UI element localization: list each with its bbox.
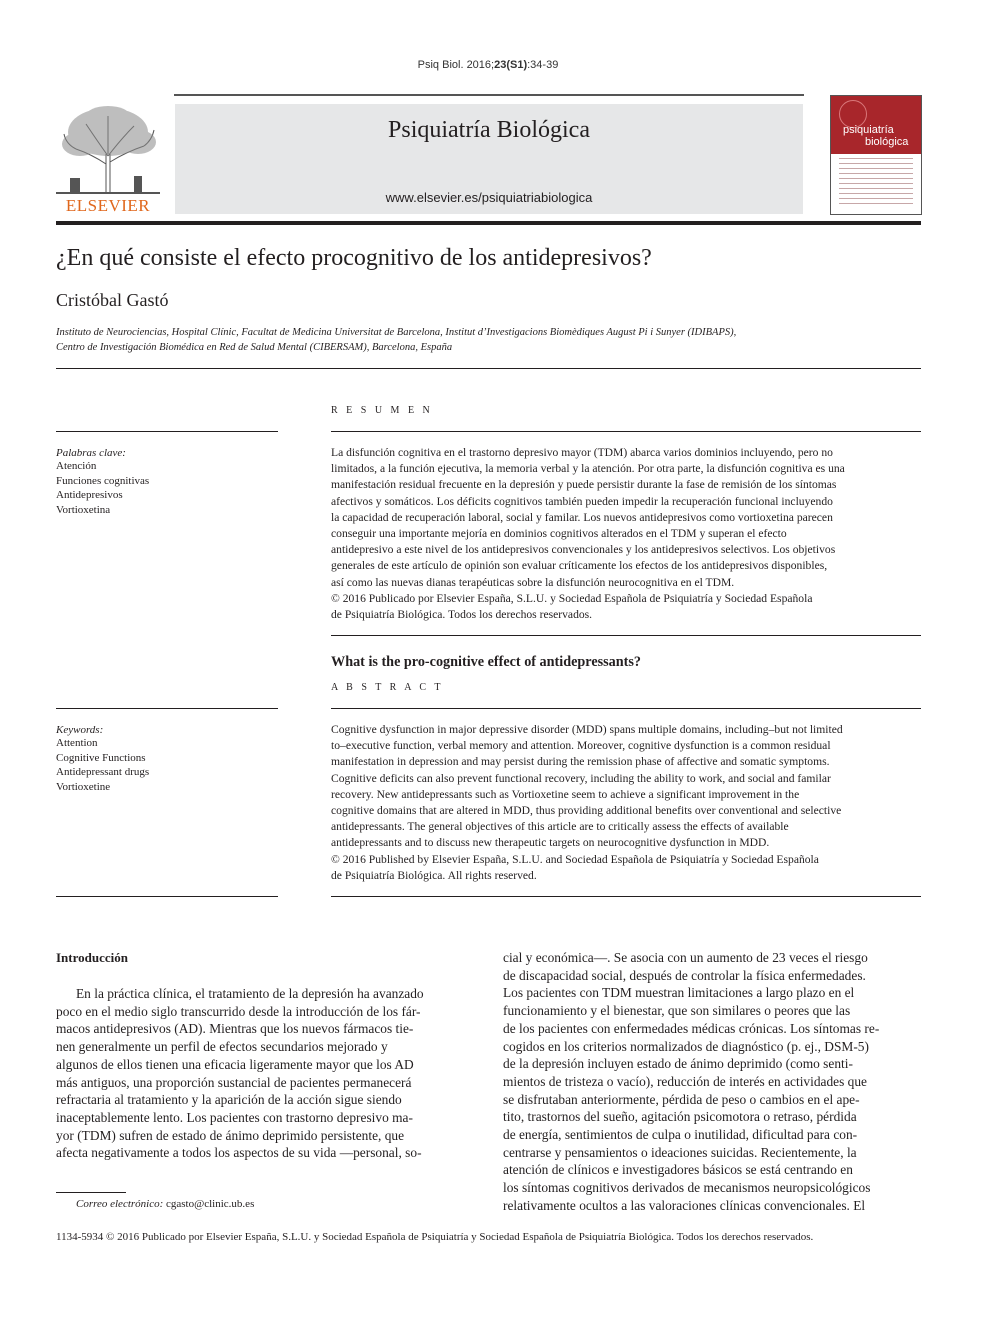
footnote-label: Correo electrónico:: [76, 1198, 164, 1210]
body-line: relativamente ocultos a las valoraciones clínicas convencionales. El: [503, 1197, 866, 1213]
abstract-top-rule: [331, 708, 921, 709]
body-line: de la depresión incluyen estado de ánimo deprimido (como senti-: [503, 1056, 853, 1072]
body-line: algunos de ellos tienen una eficacia ligeramente mayor que los AD: [56, 1056, 414, 1072]
intro-right-column: [503, 949, 921, 1215]
english-title: What is the pro-cognitive effect of antidepressants?: [331, 654, 641, 670]
resumen-label: R E S U M E N: [331, 405, 433, 416]
cover-header-block: [831, 96, 921, 154]
elsevier-tree-icon: [56, 104, 160, 196]
abstract-line: to–executive function, verbal memory and attention. Moreover, cognitive dysfunction is a common residual: [331, 739, 831, 753]
elsevier-wordmark: ELSEVIER: [65, 196, 151, 215]
affiliation-line: Instituto de Neurociencias, Hospital Clínic, Facultat de Medicina Universitat de Barcelona, Institut d’Investigacions Biomèdiques August Pi i Sunyer (IDIBAPS),: [56, 327, 737, 338]
journal-citation: [0, 59, 976, 71]
body-line: de los pacientes con enfermedades médicas crónicas. Los síntomas re-: [503, 1020, 880, 1036]
issn-copyright-line: 1134-5934 © 2016 Publicado por Elsevier España, S.L.U. y Sociedad Española de Psiquiatría y Sociedad Española de Psiquiatría Biológica. Todos los derechos reservados.: [56, 1231, 814, 1243]
abstract-copyright: de Psiquiatría Biológica. All rights reserved.: [331, 868, 537, 882]
body-line: se disfrutaban anteriormente, pérdida de peso o cambios en el ape-: [503, 1091, 860, 1107]
body-line: de energía, sentimientos de culpa o inutilidad, dificultad para con-: [503, 1127, 858, 1143]
resumen-copyright: © 2016 Publicado por Elsevier España, S.L.U. y Sociedad Española de Psiquiatría y Sociedad Española: [331, 591, 813, 605]
resumen-line: conseguir una importante mejoría en dominios cognitivos alterados en el TDM y superan el efecto: [331, 527, 787, 541]
body-line: mientos de tristeza o vacío), reducción de interés en actividades que: [503, 1073, 868, 1089]
body-line: tito, trastornos del sueño, agitación psicomotora o retraso, pérdida: [503, 1109, 857, 1125]
cover-contents-lines: [839, 158, 913, 208]
body-line: cial y económica—. Se asocia con un aumento de 23 veces el riesgo: [503, 950, 868, 965]
keywords-top-rule: [56, 431, 278, 432]
keywords-bottom-rule: [56, 896, 278, 897]
elsevier-logo: [56, 104, 160, 214]
body-line: los síntomas cognitivos derivados de mecanismos neuropsicológicos: [503, 1180, 871, 1196]
keywords-block: [56, 724, 276, 794]
body-line: yor (TDM) sufren de estado de ánimo deprimido persistente, que: [56, 1127, 405, 1143]
keyword-item: Antidepresivos: [56, 489, 123, 501]
keywords-heading: Palabras clave:: [56, 447, 126, 459]
keyword-item: Cognitive Functions: [56, 751, 146, 764]
body-line: Los pacientes con TDM muestran limitaciones a largo plazo en el: [503, 985, 855, 1001]
resumen-line: La disfunción cognitiva en el trastorno depresivo mayor (TDM) abarca varios dominios incluyendo, pero no: [331, 446, 833, 459]
resumen-line: antidepresivo a este nivel de los antidepresivos convencionales y los antidepresivos selectivos. Los objetivos: [331, 543, 836, 557]
body-line: En la práctica clínica, el tratamiento de la depresión ha avanzado: [76, 986, 424, 1001]
cover-title-line2: biológica: [865, 136, 909, 148]
header-top-rule: [174, 94, 804, 96]
footnote-rule: [56, 1192, 126, 1193]
citation-volume: 23(S1): [494, 59, 528, 71]
keyword-item: Vortioxetina: [56, 503, 111, 516]
abstract-bottom-rule: [331, 896, 921, 897]
author-email[interactable]: cgasto@clinic.ub.es: [166, 1198, 255, 1210]
abstract-line: antidepressants. The general objectives of this article are to critically assess the effects of available: [331, 820, 789, 834]
body-line: poco en el medio siglo transcurrido desde la introducción de los fár-: [56, 1003, 421, 1019]
resumen-text: [331, 445, 921, 623]
article-title: ¿En qué consiste el efecto procognitivo de los antidepresivos?: [56, 245, 652, 271]
abstract-line: manifestation in depression and may persist during the remission phase of affective and somatic symptoms.: [331, 755, 830, 769]
resumen-line: limitados, a la función ejecutiva, la memoria verbal y la atención. Por otra parte, la disfunción cognitiva es una: [331, 462, 845, 476]
body-line: inaceptablemente lento. Los pacientes con trastorno depresivo ma-: [56, 1109, 413, 1125]
cover-title-line1: psiquiatría: [843, 124, 894, 136]
body-line: más antiguos, una proporción sustancial de pacientes permanecerá: [56, 1074, 412, 1090]
body-line: centrarse y pensamientos o ideaciones suicidas. Recientemente, la: [503, 1144, 857, 1160]
keyword-item: Attention: [56, 737, 98, 749]
abstract-line: recovery. New antidepressants such as Vortioxetine seem to achieve a significant improvement in the: [331, 787, 800, 801]
abstract-line: cognitive domains that are altered in MDD, thus providing additional benefits over conventional and selective: [331, 804, 842, 818]
resumen-bottom-rule: [331, 635, 921, 636]
body-line: afecta negativamente a todos los aspectos de su vida —personal, so-: [56, 1145, 422, 1161]
body-line: cogidos en los criterios normalizados de diagnóstico (p. ej., DSM-5): [503, 1038, 869, 1054]
keyword-item: Funciones cognitivas: [56, 474, 150, 487]
journal-banner: [175, 104, 803, 214]
keyword-item: Antidepressant drugs: [56, 766, 150, 778]
journal-title: Psiquiatría Biológica: [388, 117, 590, 143]
header-bottom-rule: [56, 221, 921, 225]
keyword-item: Vortioxetine: [56, 780, 111, 793]
citation-pages: :34-39: [527, 59, 559, 71]
resumen-line: la capacidad de recuperación laboral, social y familar. Los nuevos antidepresivos como vortioxetina parecen: [331, 510, 833, 524]
abstract-line: Cognitive dysfunction in major depressive disorder (MDD) spans multiple domains, including–but not limited: [331, 723, 843, 736]
affiliation-line: Centro de Investigación Biomédica en Red de Salud Mental (CIBERSAM), Barcelona, España: [56, 342, 453, 353]
keywords-en-top-rule: [56, 708, 278, 709]
body-line: macos antidepresivos (AD). Mientras que los nuevos fármacos tie-: [56, 1021, 414, 1037]
author-affiliation: [56, 325, 916, 355]
body-line: nen generalmente un perfil de efectos secundarios mejorado y: [56, 1039, 388, 1055]
body-line: atención de clínicos e investigadores básicos se está centrando en: [503, 1162, 853, 1178]
body-line: funcionamiento y el bienestar, que son similares o peores que las: [503, 1003, 851, 1019]
abstract-line: Cognitive deficits can also prevent functional recovery, including the ability to work, and social and familar: [331, 771, 831, 785]
resumen-line: así como las nuevas dianas terapéuticas sobre la disfunción neurocognitiva en el TDM.: [331, 575, 735, 589]
abstract-line: antidepressants and to discuss new therapeutic targets on neurocognitive dysfunction in MDD.: [331, 836, 770, 850]
journal-url[interactable]: www.elsevier.es/psiquiatriabiologica: [385, 190, 593, 205]
resumen-line: afectivos y somáticos. Los déficits cognitivos también pueden impedir la recuperación funcional incluyendo: [331, 494, 833, 508]
resumen-copyright: de Psiquiatría Biológica. Todos los derechos reservados.: [331, 608, 593, 622]
abstract-label: A B S T R A C T: [331, 682, 444, 693]
resumen-line: generales de este artículo de opinión son evaluar críticamente los efectos de los antidepresivos disponibles,: [331, 559, 828, 573]
abstract-copyright: © 2016 Published by Elsevier España, S.L.U. and Sociedad Española de Psiquiatría y Sociedad Española: [331, 852, 819, 866]
keywords-heading: Keywords:: [56, 724, 104, 736]
keyword-item: Atención: [56, 460, 97, 472]
journal-cover-thumbnail: [830, 95, 922, 215]
resumen-top-rule: [331, 431, 921, 432]
section-heading-introduccion: Introducción: [56, 950, 128, 965]
citation-prefix: Psiq Biol. 2016;: [417, 59, 495, 71]
palabras-clave-block: [56, 447, 276, 517]
resumen-line: manifestación residual frecuente en la depresión y puede persistir durante la fase de remisión de los síntomas: [331, 478, 837, 492]
title-divider: [56, 368, 921, 369]
body-line: de discapacidad social, después de controlar la física enfermedades.: [503, 967, 866, 983]
body-line: refractaria al tratamiento y la aparición de la acción sigue siendo: [56, 1092, 402, 1108]
abstract-text: [331, 722, 921, 884]
correspondence-footnote: [76, 1198, 254, 1210]
intro-left-column: [56, 985, 475, 1162]
article-author: Cristóbal Gastó: [56, 290, 169, 310]
